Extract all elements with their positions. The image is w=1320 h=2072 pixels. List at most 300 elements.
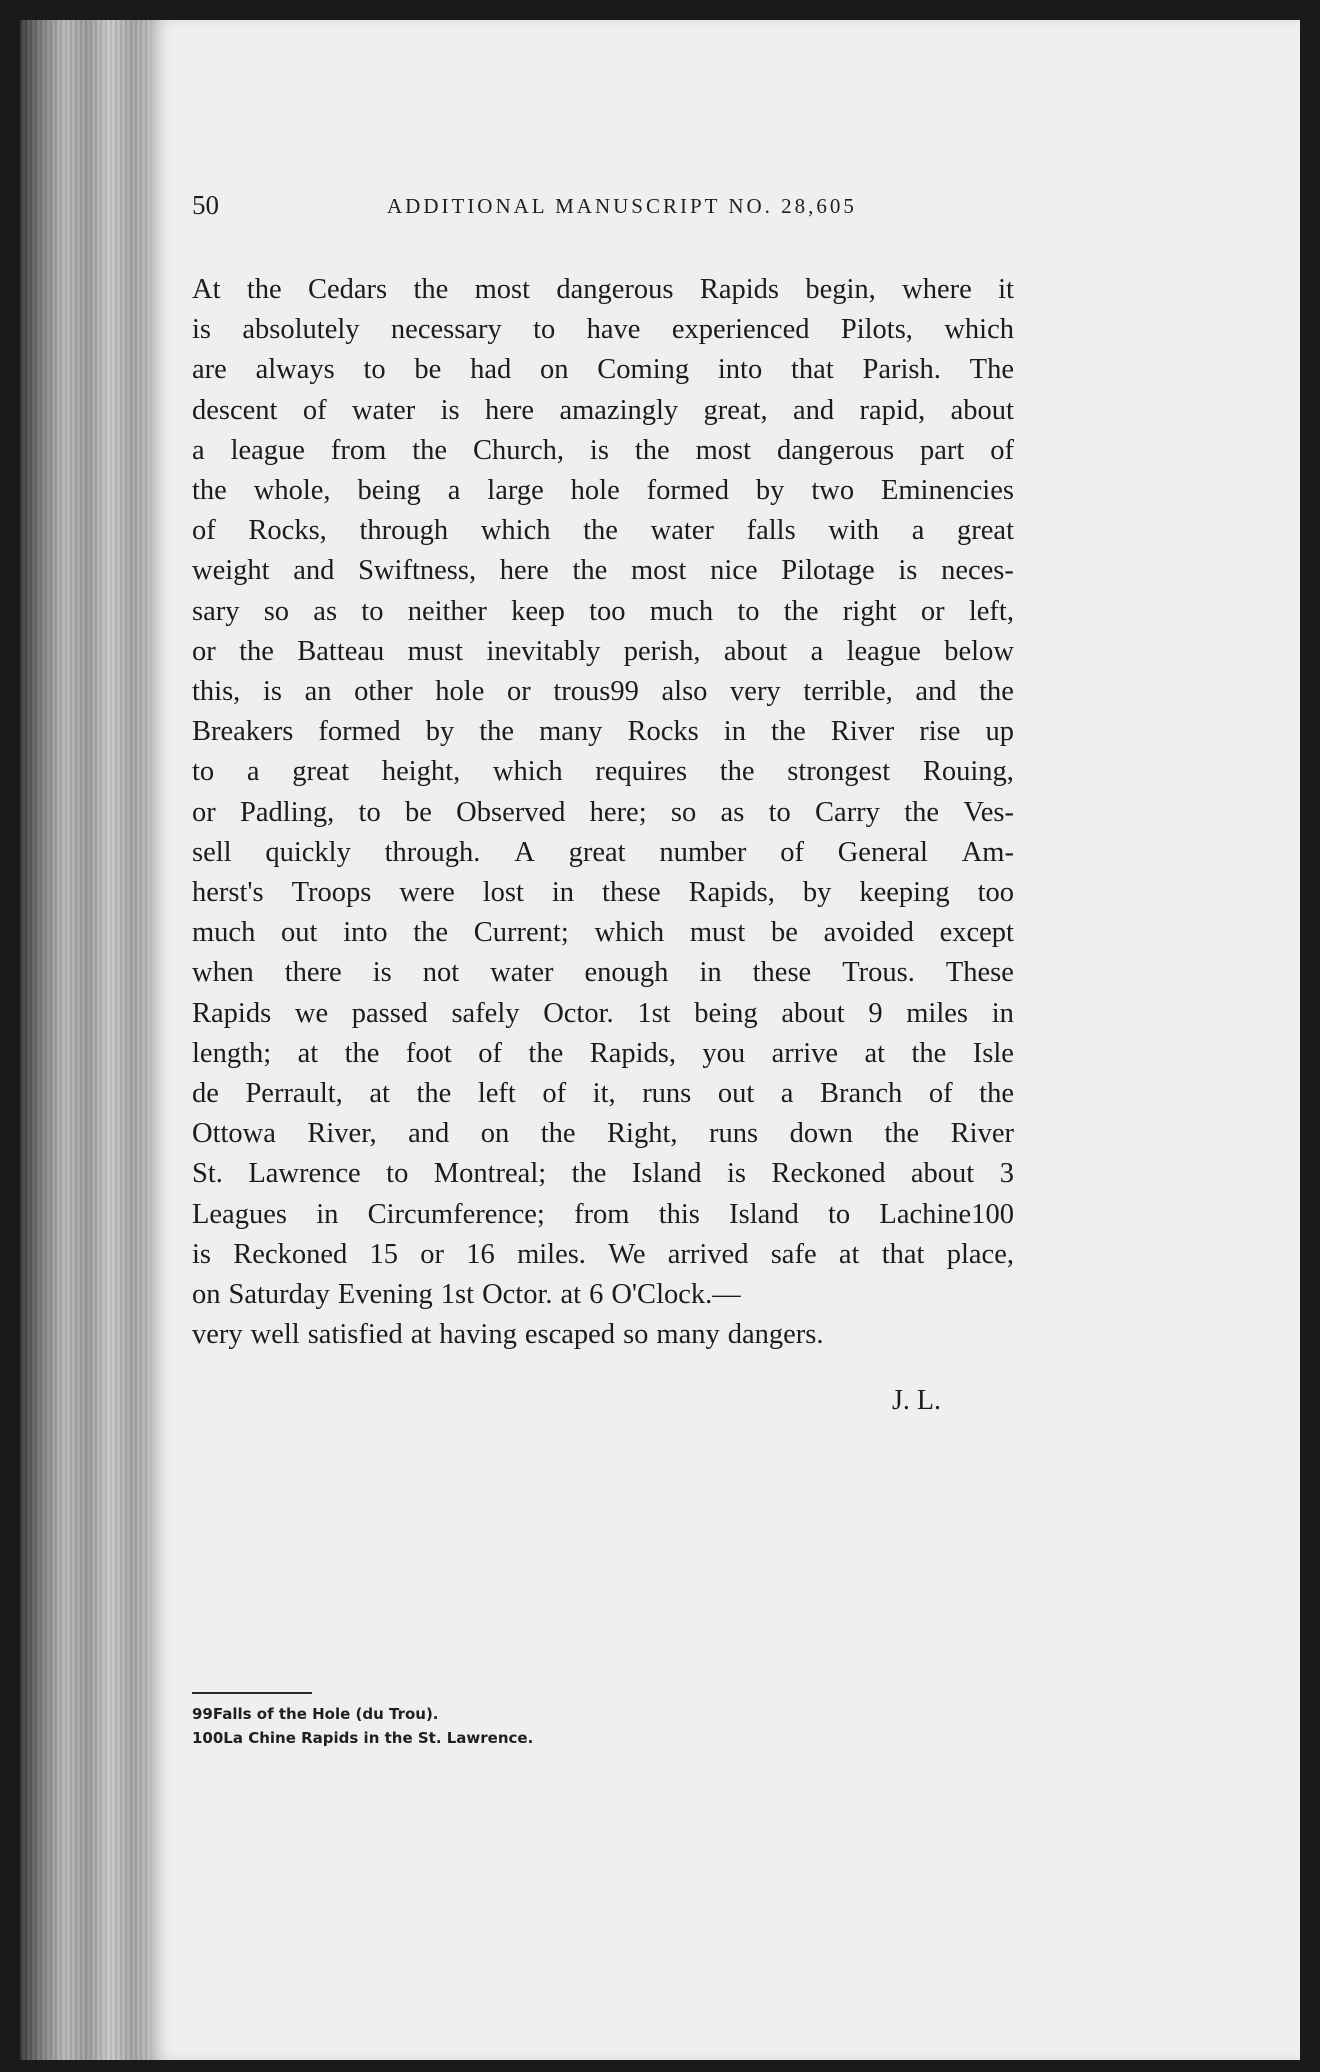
page-number: 50 xyxy=(192,190,219,220)
word: on xyxy=(480,1118,510,1150)
word: where xyxy=(902,274,972,305)
word: begin, xyxy=(805,274,876,305)
text-line xyxy=(192,310,1014,350)
word: at xyxy=(838,1238,860,1270)
word: in xyxy=(316,1198,339,1230)
word: down xyxy=(789,1118,853,1150)
word: the xyxy=(771,716,806,748)
word: safely xyxy=(451,997,520,1029)
word: dangerous xyxy=(556,274,674,305)
word: absolutely xyxy=(242,314,360,346)
word: formed xyxy=(646,475,729,507)
word: except xyxy=(939,917,1014,949)
word: Right, xyxy=(607,1118,678,1150)
word: 1st xyxy=(440,1279,475,1311)
word: most xyxy=(695,434,752,466)
text-line xyxy=(192,994,1014,1034)
word: Isle xyxy=(972,1037,1014,1069)
word: strongest xyxy=(787,756,891,788)
word: great, xyxy=(703,394,768,426)
word: these xyxy=(602,877,661,909)
book-page-edges xyxy=(20,20,170,2060)
word: Ves- xyxy=(963,796,1014,828)
word: as xyxy=(313,595,338,627)
word: great xyxy=(292,756,350,788)
word: great xyxy=(957,515,1014,547)
word: Octor. xyxy=(482,1279,553,1311)
footnote-99: 99Falls of the Hole (du Trou). xyxy=(192,1705,439,1723)
word: through xyxy=(359,515,449,547)
word: or xyxy=(420,1238,445,1270)
word: be xyxy=(404,796,432,828)
word: about xyxy=(781,997,845,1029)
word: which xyxy=(480,515,551,547)
word: the xyxy=(528,1037,564,1069)
word: The xyxy=(969,354,1014,386)
word: at xyxy=(560,1279,582,1311)
word: is xyxy=(727,1158,747,1190)
word: being xyxy=(694,997,758,1029)
word: which xyxy=(944,314,1014,346)
word: at xyxy=(410,1319,432,1351)
word: Current; xyxy=(473,917,569,949)
word: place, xyxy=(946,1238,1014,1270)
word: 9 xyxy=(868,997,883,1029)
text-line xyxy=(192,511,1014,551)
word: there xyxy=(284,957,342,989)
word: of xyxy=(990,434,1014,466)
word: experienced xyxy=(671,314,810,346)
word: the xyxy=(911,1037,947,1069)
word: in xyxy=(551,877,575,909)
word: Perrault, xyxy=(245,1078,343,1110)
word: or xyxy=(192,635,216,667)
word: requires xyxy=(595,756,688,788)
word: the xyxy=(413,917,449,949)
word: Montreal; xyxy=(433,1158,547,1190)
word: Pilotage xyxy=(781,555,875,587)
word: too xyxy=(977,877,1014,909)
word: Rocks xyxy=(627,716,699,748)
word: necessary xyxy=(390,314,502,346)
text-line xyxy=(192,833,1014,873)
word: Am- xyxy=(961,836,1014,868)
word: the xyxy=(413,274,449,305)
word: in xyxy=(991,997,1014,1029)
word: into xyxy=(343,917,388,949)
word: at xyxy=(297,1037,319,1069)
word: dangerous xyxy=(776,434,895,466)
running-title: ADDITIONAL MANUSCRIPT NO. 28,605 xyxy=(387,194,857,218)
word: the xyxy=(412,434,448,466)
word: it, xyxy=(592,1078,616,1110)
word: keeping xyxy=(859,877,950,909)
text-line xyxy=(192,793,1014,833)
word: 16 xyxy=(466,1238,495,1270)
word: quickly xyxy=(265,836,351,868)
word: about xyxy=(910,1158,975,1190)
word: by xyxy=(802,877,832,909)
word: Lawrence xyxy=(248,1158,361,1190)
word: the xyxy=(783,595,819,627)
word: height, xyxy=(381,756,461,788)
word: We xyxy=(608,1238,646,1270)
word: that xyxy=(791,354,834,386)
word: the xyxy=(479,716,515,748)
word: league xyxy=(230,434,305,466)
word: hole xyxy=(570,475,620,507)
word: so xyxy=(263,595,290,627)
word: out xyxy=(717,1078,755,1110)
word: a xyxy=(780,1078,794,1110)
word: a xyxy=(192,434,205,466)
word: is xyxy=(192,314,212,346)
word: a xyxy=(911,515,925,547)
word: sell xyxy=(192,836,232,868)
word: by xyxy=(755,475,785,507)
word: Coming xyxy=(597,354,690,386)
word: O'Clock.— xyxy=(611,1279,741,1311)
text-line xyxy=(192,1315,1014,1355)
word: rise xyxy=(919,716,961,748)
word: of xyxy=(478,1037,502,1069)
word: great xyxy=(568,836,626,868)
text-line xyxy=(192,551,1014,591)
word: two xyxy=(811,475,855,507)
word: are xyxy=(192,354,227,386)
word: Cedars xyxy=(307,274,388,305)
word: to xyxy=(533,314,556,346)
word: so xyxy=(623,1319,649,1351)
word: to xyxy=(737,595,760,627)
word: miles xyxy=(906,997,969,1029)
word: which xyxy=(492,756,563,788)
word: into xyxy=(717,354,763,386)
word: de xyxy=(192,1078,219,1110)
text-line xyxy=(192,592,1014,632)
word: Troops xyxy=(291,877,372,909)
word: from xyxy=(574,1198,630,1230)
word: here xyxy=(499,555,549,587)
word: is xyxy=(589,434,609,466)
word: a xyxy=(810,635,824,667)
word: Batteau xyxy=(297,635,385,667)
word: Rapids xyxy=(192,997,272,1029)
word: Rocks, xyxy=(248,515,327,547)
word: rapid, xyxy=(859,394,926,426)
text-line xyxy=(192,632,1014,672)
word: must xyxy=(689,917,746,949)
word: most xyxy=(631,555,687,587)
word: sary xyxy=(192,595,240,627)
word: about xyxy=(723,635,788,667)
word: much xyxy=(192,917,256,949)
word: much xyxy=(649,595,714,627)
word: be xyxy=(771,917,798,949)
text-line xyxy=(192,712,1014,752)
text-line xyxy=(192,1074,1014,1114)
word: perish, xyxy=(623,635,701,667)
word: Reckoned xyxy=(771,1158,886,1190)
word: Reckoned xyxy=(233,1238,348,1270)
word: Swiftness, xyxy=(358,555,477,587)
word: keep xyxy=(511,595,565,627)
word: whole, xyxy=(253,475,331,507)
word: 15 xyxy=(369,1238,399,1270)
word: Rouing, xyxy=(922,756,1014,788)
word: the xyxy=(416,1078,452,1110)
word: River xyxy=(950,1118,1014,1150)
word: Breakers xyxy=(192,716,294,748)
word: it xyxy=(998,274,1014,305)
text-line xyxy=(192,873,1014,913)
word: large xyxy=(487,475,544,507)
word: A xyxy=(514,836,535,868)
word: trous99 xyxy=(553,676,639,708)
word: length; xyxy=(192,1037,272,1069)
text-line xyxy=(192,1154,1014,1194)
word: Parish. xyxy=(862,354,941,386)
word: passed xyxy=(351,997,428,1029)
word: St. xyxy=(192,1158,223,1190)
text-line xyxy=(192,431,1014,471)
word: part xyxy=(920,434,965,466)
word: the xyxy=(572,555,608,587)
text-line xyxy=(192,471,1014,511)
text-line xyxy=(192,752,1014,792)
word: Branch xyxy=(820,1078,903,1110)
word: River, xyxy=(307,1118,377,1150)
footnote-rule xyxy=(192,1692,312,1694)
word: of xyxy=(192,515,216,547)
word: the xyxy=(246,274,282,305)
word: up xyxy=(985,716,1014,748)
word: foot xyxy=(405,1037,452,1069)
word: we xyxy=(294,997,329,1029)
word: these xyxy=(752,957,812,989)
word: is xyxy=(262,676,282,708)
word: Rapids, xyxy=(589,1037,676,1069)
word: of xyxy=(542,1078,567,1110)
word: Trous. xyxy=(842,957,915,989)
word: in xyxy=(723,716,746,748)
word: descent xyxy=(192,394,278,426)
word: the xyxy=(239,635,274,667)
word: herst's xyxy=(192,877,264,909)
word: very xyxy=(192,1319,243,1351)
word: right xyxy=(842,595,897,627)
word: safe xyxy=(770,1238,817,1270)
word: from xyxy=(330,434,387,466)
word: falls xyxy=(746,515,796,547)
word: Eminencies xyxy=(880,475,1014,507)
word: the xyxy=(979,676,1014,708)
word: amazingly xyxy=(559,394,679,426)
text-line xyxy=(192,391,1014,431)
word: These xyxy=(945,957,1014,989)
word: Octor. xyxy=(543,997,614,1029)
word: nice xyxy=(710,555,758,587)
word: the xyxy=(583,515,618,547)
word: were xyxy=(399,877,455,909)
word: being xyxy=(357,475,421,507)
word: Carry xyxy=(815,796,880,828)
text-line xyxy=(192,1195,1014,1235)
word: at xyxy=(864,1037,886,1069)
footnotes xyxy=(192,1702,533,1750)
word: having xyxy=(439,1319,517,1351)
word: and xyxy=(293,555,335,587)
word: runs xyxy=(709,1118,759,1150)
word: 6 xyxy=(589,1279,604,1311)
word: arrived xyxy=(667,1238,749,1270)
word: a xyxy=(246,756,260,788)
word: to xyxy=(363,354,386,386)
word: this, xyxy=(192,676,241,708)
word: and xyxy=(408,1118,450,1150)
word: below xyxy=(944,635,1014,667)
word: as xyxy=(720,796,745,828)
word: very xyxy=(730,676,781,708)
word: miles. xyxy=(517,1238,586,1270)
word: here xyxy=(485,394,535,426)
word: or xyxy=(507,676,531,708)
word: to xyxy=(768,796,791,828)
word: not xyxy=(422,957,460,989)
word: Lachine100 xyxy=(879,1198,1014,1230)
word: an xyxy=(304,676,332,708)
word: too xyxy=(589,595,626,627)
word: left xyxy=(477,1078,516,1110)
word: water xyxy=(650,515,714,547)
word: out xyxy=(281,917,318,949)
word: and xyxy=(915,676,957,708)
running-head xyxy=(192,190,1022,230)
text-line xyxy=(192,953,1014,993)
word: Rapids, xyxy=(688,877,775,909)
word: so xyxy=(670,796,697,828)
word: Church, xyxy=(472,434,564,466)
signature: J. L. xyxy=(892,1385,941,1416)
word: dangers. xyxy=(727,1319,824,1351)
word: with xyxy=(828,515,880,547)
word: formed xyxy=(318,716,401,748)
word: also xyxy=(661,676,708,708)
word: inevitably xyxy=(486,635,601,667)
word: which xyxy=(594,917,665,949)
word: always xyxy=(255,354,335,386)
word: terrible, xyxy=(803,676,893,708)
text-line xyxy=(192,913,1014,953)
word: this xyxy=(658,1198,700,1230)
word: had xyxy=(470,354,512,386)
word: of xyxy=(780,836,804,868)
word: neces- xyxy=(941,555,1014,587)
word: here; xyxy=(589,796,647,828)
word: at xyxy=(369,1078,390,1110)
word: hole xyxy=(435,676,485,708)
word: number xyxy=(659,836,747,868)
word: the xyxy=(192,475,227,507)
word: is xyxy=(372,957,392,989)
word: other xyxy=(354,676,413,708)
word: about xyxy=(950,394,1014,426)
body-text xyxy=(192,270,1014,1355)
word: water xyxy=(351,394,416,426)
word: lost xyxy=(482,877,524,909)
word: At xyxy=(192,274,221,305)
word: Saturday xyxy=(228,1279,330,1311)
word: Padling, xyxy=(240,796,335,828)
word: to xyxy=(386,1158,409,1190)
word: must xyxy=(407,635,464,667)
word: by xyxy=(425,716,455,748)
word: avoided xyxy=(823,917,914,949)
word: through. xyxy=(384,836,481,868)
word: General xyxy=(837,836,928,868)
word: River xyxy=(830,716,895,748)
word: the xyxy=(540,1118,576,1150)
word: satisfied xyxy=(307,1319,403,1351)
word: neither xyxy=(407,595,487,627)
word: is xyxy=(898,555,918,587)
word: have xyxy=(586,314,641,346)
word: enough xyxy=(584,957,669,989)
word: of xyxy=(928,1078,953,1110)
word: the xyxy=(979,1078,1014,1110)
word: water xyxy=(490,957,554,989)
word: the xyxy=(719,756,755,788)
word: many xyxy=(656,1319,720,1351)
word: 3 xyxy=(999,1158,1014,1190)
word: Ottowa xyxy=(192,1118,276,1150)
word: Rapids xyxy=(699,274,780,305)
word: when xyxy=(192,957,254,989)
word: weight xyxy=(192,555,270,587)
text-line xyxy=(192,1114,1014,1154)
word: or xyxy=(192,796,216,828)
word: on xyxy=(192,1279,221,1311)
word: of xyxy=(302,394,327,426)
word: left, xyxy=(968,595,1014,627)
word: the xyxy=(634,434,670,466)
text-line xyxy=(192,1235,1014,1275)
word: Pilots, xyxy=(840,314,913,346)
word: Island xyxy=(729,1198,799,1230)
word: to xyxy=(358,796,381,828)
word: to xyxy=(828,1198,851,1230)
footnote-100: 100La Chine Rapids in the St. Lawrence. xyxy=(192,1729,534,1747)
word: that xyxy=(881,1238,925,1270)
text-line xyxy=(192,350,1014,390)
word: Observed xyxy=(456,796,566,828)
word: Evening xyxy=(337,1279,433,1311)
word: to xyxy=(192,756,215,788)
word: or xyxy=(920,595,945,627)
word: the xyxy=(904,796,940,828)
word: most xyxy=(474,274,531,305)
word: the xyxy=(884,1118,920,1150)
word: the xyxy=(571,1158,607,1190)
word: well xyxy=(250,1319,300,1351)
word: runs xyxy=(642,1078,692,1110)
word: be xyxy=(414,354,442,386)
word: and xyxy=(793,394,835,426)
word: you xyxy=(702,1037,746,1069)
word: Island xyxy=(631,1158,702,1190)
word: the xyxy=(344,1037,380,1069)
word: is xyxy=(440,394,460,426)
